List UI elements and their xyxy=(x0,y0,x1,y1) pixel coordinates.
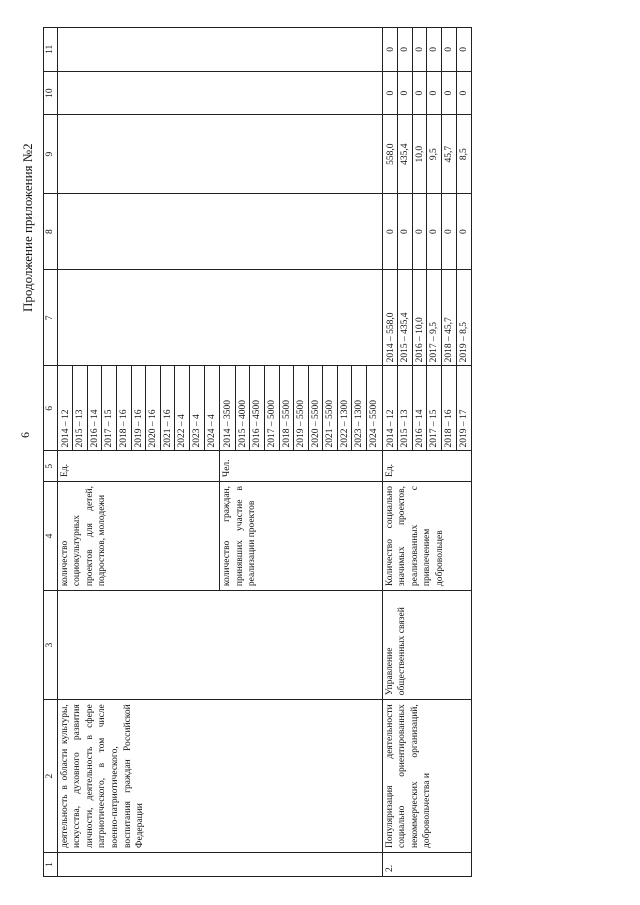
list-item: 0 xyxy=(458,90,469,96)
list-item: 2020 – 16 xyxy=(146,366,161,450)
responsible-cell: Управление общественных связей xyxy=(382,591,472,700)
list-item: 2016 – 4500 xyxy=(250,366,265,450)
list-item: 0 xyxy=(384,72,399,115)
list-item: 9,5 xyxy=(427,115,442,193)
header-cell: 10 xyxy=(44,71,58,115)
list-item: 2019 – 5500 xyxy=(294,366,309,450)
header-cell: 11 xyxy=(44,28,58,72)
list-item: 0 xyxy=(398,72,413,115)
table-row xyxy=(57,28,220,877)
list-item: 2017 – 15 xyxy=(102,366,117,450)
list-item: 2015 – 435,4 xyxy=(398,270,413,365)
header-cell: 7 xyxy=(44,270,58,366)
list-item: 2015 – 13 xyxy=(398,366,413,450)
list-item: 2023 – 1300 xyxy=(352,366,367,450)
list-item: 2018 – 16 xyxy=(442,366,457,450)
list-item: 0 xyxy=(442,72,457,115)
list-item: 2017 – 9,5 xyxy=(427,270,442,365)
list-item: 45,7 xyxy=(442,115,457,193)
list-item: 0 xyxy=(458,229,469,234)
list-item: 0 xyxy=(458,47,469,52)
finance-cell xyxy=(57,270,382,366)
list-item: 0 xyxy=(398,194,413,269)
indicator-name: Количество социально значимых проектов, реализованных с привлечением добровольцев xyxy=(382,481,472,590)
header-cell: 3 xyxy=(44,591,58,700)
rotated-table-wrapper xyxy=(43,27,606,877)
header-cell: 6 xyxy=(44,366,58,451)
col11-values xyxy=(382,28,472,72)
list-item: 2016 – 14 xyxy=(88,366,103,450)
header-row xyxy=(44,28,58,877)
cell xyxy=(57,28,382,72)
plan-values xyxy=(57,366,220,451)
list-item: 2016 – 10,0 xyxy=(413,270,428,365)
list-item: 0 xyxy=(413,194,428,269)
plan-values xyxy=(382,366,472,451)
header-cell: 8 xyxy=(44,193,58,269)
list-item: 10,0 xyxy=(413,115,428,193)
unit-cell: Ед. xyxy=(57,451,220,482)
list-item: 0 xyxy=(442,28,457,71)
list-item: 2019 – 17 xyxy=(458,409,469,448)
list-item: 2022 – 4 xyxy=(175,366,190,450)
indicator-name: количество граждан, принявших участие в реализации проектов xyxy=(220,481,383,590)
list-item: 2020 – 5500 xyxy=(309,366,324,450)
list-item: 0 xyxy=(384,28,399,71)
program-table xyxy=(43,27,472,877)
header-cell: 1 xyxy=(44,853,58,877)
list-item: 0 xyxy=(427,194,442,269)
list-item: 2018 – 45,7 xyxy=(442,270,457,365)
list-item: 0 xyxy=(384,194,399,269)
cell xyxy=(57,193,382,269)
list-item: 2014 – 12 xyxy=(384,366,399,450)
list-item: 2018 – 16 xyxy=(117,366,132,450)
list-item: 2021 – 5500 xyxy=(323,366,338,450)
list-item: 2022 – 1300 xyxy=(338,366,353,450)
header-cell: 2 xyxy=(44,700,58,853)
header-cell: 9 xyxy=(44,115,58,194)
list-item: 2014 – 3500 xyxy=(221,366,236,450)
plan-values xyxy=(220,366,383,451)
list-item: 0 xyxy=(427,72,442,115)
list-item: 8,5 xyxy=(458,148,469,161)
list-item: 2021 – 16 xyxy=(161,366,176,450)
col8-values xyxy=(382,193,472,269)
indicator-name: количество социокультурных проектов для детей, подростков, молодежи xyxy=(57,481,220,590)
list-item: 0 xyxy=(427,28,442,71)
list-item: 0 xyxy=(413,28,428,71)
activity-cell: деятельность в области культуры, искусства, духовного развития личности, деятельность в сфере патриотического, в том числе военно-патриотического, воспитания граждан Российской Федерации xyxy=(57,700,382,853)
list-item: 2024 – 5500 xyxy=(369,399,380,448)
unit-cell: Чел. xyxy=(220,451,383,482)
activity-cell: Популяризация деятельности социально ориентированных некоммерческих организаций, добровольчества и xyxy=(382,700,472,853)
list-item: 2018 – 5500 xyxy=(280,366,295,450)
list-item: 0 xyxy=(398,28,413,71)
list-item: 435,4 xyxy=(398,115,413,193)
header-cell: 5 xyxy=(44,451,58,482)
list-item: 2017 – 5000 xyxy=(265,366,280,450)
list-item: 2014 – 12 xyxy=(59,366,74,450)
list-item: 2015 – 13 xyxy=(73,366,88,450)
unit-cell: Ед. xyxy=(382,451,472,482)
list-item: 2015 – 4000 xyxy=(236,366,251,450)
page-number: 6 xyxy=(18,432,32,438)
row-number xyxy=(57,853,382,877)
list-item: 2019 – 8,5 xyxy=(458,321,469,363)
cell xyxy=(57,71,382,115)
list-item: 2019 – 16 xyxy=(132,366,147,450)
header-cell: 4 xyxy=(44,481,58,590)
list-item: 0 xyxy=(442,194,457,269)
col9-values xyxy=(382,115,472,194)
list-item: 2014 – 558,0 xyxy=(384,270,399,365)
responsible-cell xyxy=(57,591,382,700)
list-item: 2024 – 4 xyxy=(206,414,217,448)
list-item: 2017 – 15 xyxy=(427,366,442,450)
appendix-caption: Продолжение приложения №2 xyxy=(20,143,35,312)
list-item: 2016 – 14 xyxy=(413,366,428,450)
row-number: 2. xyxy=(382,853,472,877)
table-row xyxy=(382,28,472,877)
list-item: 2023 – 4 xyxy=(190,366,205,450)
finance-values xyxy=(382,270,472,366)
list-item: 558,0 xyxy=(384,115,399,193)
col10-values xyxy=(382,71,472,115)
cell xyxy=(57,115,382,194)
list-item: 0 xyxy=(413,72,428,115)
